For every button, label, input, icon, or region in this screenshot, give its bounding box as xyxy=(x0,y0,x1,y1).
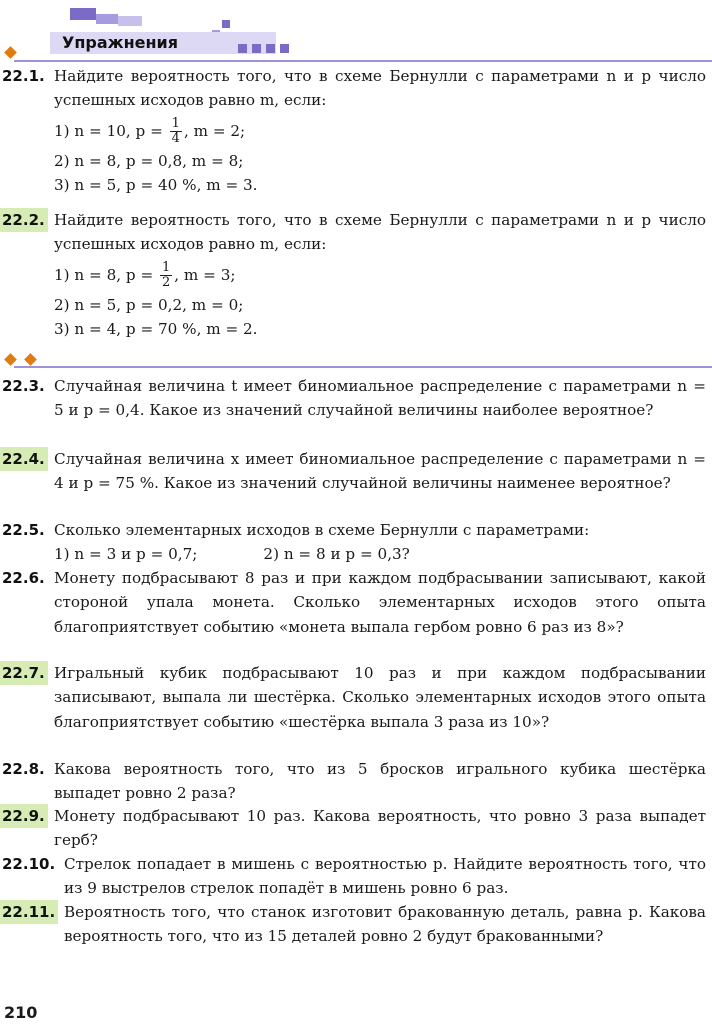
header-decoration xyxy=(238,44,247,53)
difficulty-diamond-icon xyxy=(24,353,37,366)
exercise-text: Сколько элементарных исходов в схеме Бернулли с параметрами: xyxy=(54,521,590,539)
exercise-22-5 xyxy=(0,518,712,567)
subitem: 2) n = 8, p = 0,8, m = 8; xyxy=(54,151,244,170)
exercise-22-8 xyxy=(0,757,712,806)
fraction: $\frac{1}{4}$ xyxy=(171,116,180,147)
section-title: Упражнения xyxy=(62,33,179,52)
header-decoration xyxy=(118,16,142,26)
header-decoration xyxy=(266,44,275,53)
header-decoration xyxy=(70,8,96,20)
header-decoration xyxy=(280,44,289,53)
exercise-22-7 xyxy=(0,661,712,734)
exercise-22-4 xyxy=(0,447,712,496)
section-header xyxy=(0,0,712,64)
exercise-number: 22.7. xyxy=(0,661,48,685)
exercise-number: 22.3. xyxy=(2,377,45,395)
exercise-22-3 xyxy=(0,374,712,423)
subitem: 3) n = 5, p = 40 %, m = 3. xyxy=(54,175,258,194)
exercise-text: Случайная величина t имеет биномиальное распределение с параметрами n = 5 и p = 0,4. Какое из значений случайной величины наиболее вероятное? xyxy=(54,377,706,420)
header-decoration xyxy=(252,44,261,53)
exercise-number: 22.6. xyxy=(2,569,45,587)
exercise-text: Игральный кубик подбрасывают 10 раз и при каждом подбрасывании записывают, выпала ли шестёрка. Сколько элементарных исходов этого опыта благоприятствует событию «шестёрка выпала 3 раза из 10»? xyxy=(54,664,706,731)
exercise-22-9 xyxy=(0,804,712,853)
exercise-number: 22.5. xyxy=(2,521,45,539)
exercise-22-1 xyxy=(0,64,712,197)
difficulty-diamond-icon xyxy=(4,353,17,366)
fraction: $\frac{1}{2}$ xyxy=(162,260,171,291)
exercise-text: Монету подбрасывают 10 раз. Какова вероятность, что ровно 3 раза выпадет герб? xyxy=(54,807,706,850)
exercise-number: 22.1. xyxy=(2,67,45,85)
exercise-22-10 xyxy=(0,852,712,901)
divider xyxy=(14,60,712,62)
subitem: 1) n = 8, p = $\frac{1}{2}$ , m = 3; xyxy=(54,260,236,291)
subitem: 3) n = 4, p = 70 %, m = 2. xyxy=(54,319,258,338)
header-decoration xyxy=(222,20,230,28)
exercise-text: Монету подбрасывают 8 раз и при каждом подбрасывании записывают, какой стороной упала монета. Сколько элементарных исходов этого опыта благоприятствует событию «монета выпала гербом ровно 6 раз из 8»? xyxy=(54,569,706,636)
header-decoration xyxy=(96,14,118,24)
subitem: 1) n = 3 и p = 0,7; 2) n = 8 и p = 0,3? xyxy=(54,545,410,564)
exercise-text: Найдите вероятность того, что в схеме Бернулли с параметрами n и p число успешных исходов равно m, если: xyxy=(54,67,706,110)
exercise-number: 22.8. xyxy=(2,760,45,778)
exercise-22-11 xyxy=(0,900,712,949)
exercise-text: Какова вероятность того, что из 5 бросков игрального кубика шестёрка выпадет ровно 2 раза? xyxy=(54,760,706,803)
divider xyxy=(14,366,712,368)
subitem: 1) n = 10, p = $\frac{1}{4}$ , m = 2; xyxy=(54,116,246,147)
exercise-number: 22.9. xyxy=(0,804,48,828)
exercise-text: Найдите вероятность того, что в схеме Бернулли с параметрами n и p число успешных исходов равно m, если: xyxy=(54,211,706,254)
subitem: 2) n = 5, p = 0,2, m = 0; xyxy=(54,295,244,314)
page-number: 210 xyxy=(4,1003,38,1022)
exercise-number: 22.10. xyxy=(2,855,56,873)
exercise-text: Случайная величина x имеет биномиальное распределение с параметрами n = 4 и p = 75 %. Какое из значений случайной величины наименее вероятное? xyxy=(54,450,706,493)
exercise-22-6 xyxy=(0,566,712,639)
exercise-22-2 xyxy=(0,208,712,341)
exercise-text: Стрелок попадает в мишень с вероятностью p. Найдите вероятность того, что из 9 выстрелов стрелок попадёт в мишень ровно 6 раз. xyxy=(64,855,706,898)
exercise-number: 22.2. xyxy=(0,208,48,232)
exercise-text: Вероятность того, что станок изготовит бракованную деталь, равна p. Какова вероятность того, что из 15 деталей ровно 2 будут бракованными? xyxy=(64,903,706,946)
exercise-number: 22.4. xyxy=(0,447,48,471)
exercise-number: 22.11. xyxy=(0,900,58,924)
